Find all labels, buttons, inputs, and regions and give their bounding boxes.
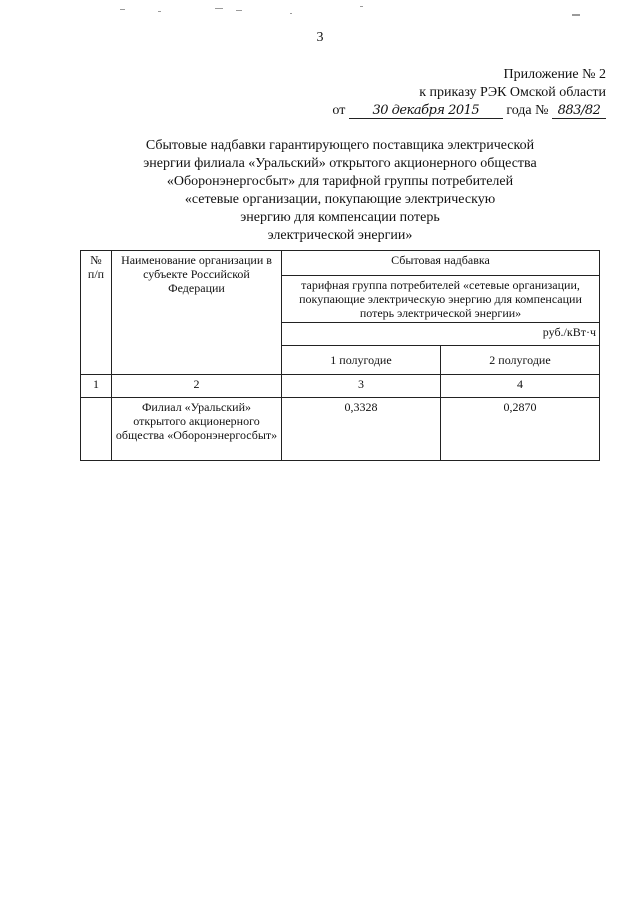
header-half2: 2 полугодие (440, 346, 599, 375)
title-line: электрической энергии» (267, 228, 413, 243)
document-title (110, 137, 570, 245)
header-org-name: Наименование организации в субъекте Российской Федерации (112, 251, 282, 375)
title-line: «Оборонэнергосбыт» для тарифной группы потребителей (166, 174, 514, 189)
title-line: энергии филиала «Уральский» открытого акционерного общества (143, 156, 537, 171)
handwritten-order-number: 883/82 (552, 104, 606, 119)
page-number: 3 (316, 30, 324, 45)
date-prefix: от (332, 103, 346, 118)
tariff-table (80, 250, 600, 461)
index-cell: 3 (282, 375, 441, 398)
header-markup: Сбытовая надбавка (282, 251, 600, 276)
row-org-name: Филиал «Уральский» открытого акционерного общества «Оборонэнергосбыт» (112, 398, 282, 461)
header-tariff-group: тарифная группа потребителей «сетевые организации, покупающие электрическую энергию для компенсации потерь электрической энергии» (282, 276, 600, 323)
header-half1: 1 полугодие (282, 346, 441, 375)
row-num (81, 398, 112, 461)
index-row (81, 375, 600, 398)
handwritten-date: 30 декабря 2015 (349, 104, 503, 119)
row-half2-value: 0,2870 (440, 398, 599, 461)
index-cell: 1 (81, 375, 112, 398)
title-line: энергию для компенсации потерь (240, 210, 440, 225)
index-cell: 4 (440, 375, 599, 398)
appendix-order-ref: к приказу РЭК Омской области (419, 85, 606, 100)
header-num: № п/п (81, 251, 112, 375)
title-line: «сетевые организации, покупающие электрическую (184, 192, 496, 207)
appendix-title: Приложение № 2 (503, 67, 606, 82)
row-half1-value: 0,3328 (282, 398, 441, 461)
index-cell: 2 (112, 375, 282, 398)
year-number-label: года № (506, 103, 549, 118)
table-row (81, 398, 600, 461)
scan-specks (0, 0, 640, 30)
header-unit: руб./кВт·ч (282, 323, 600, 346)
appendix-block (332, 66, 606, 120)
header-row-1 (81, 251, 600, 276)
appendix-order-date-line (332, 102, 606, 120)
title-line: Сбытовые надбавки гарантирующего поставщика электрической (145, 138, 535, 153)
